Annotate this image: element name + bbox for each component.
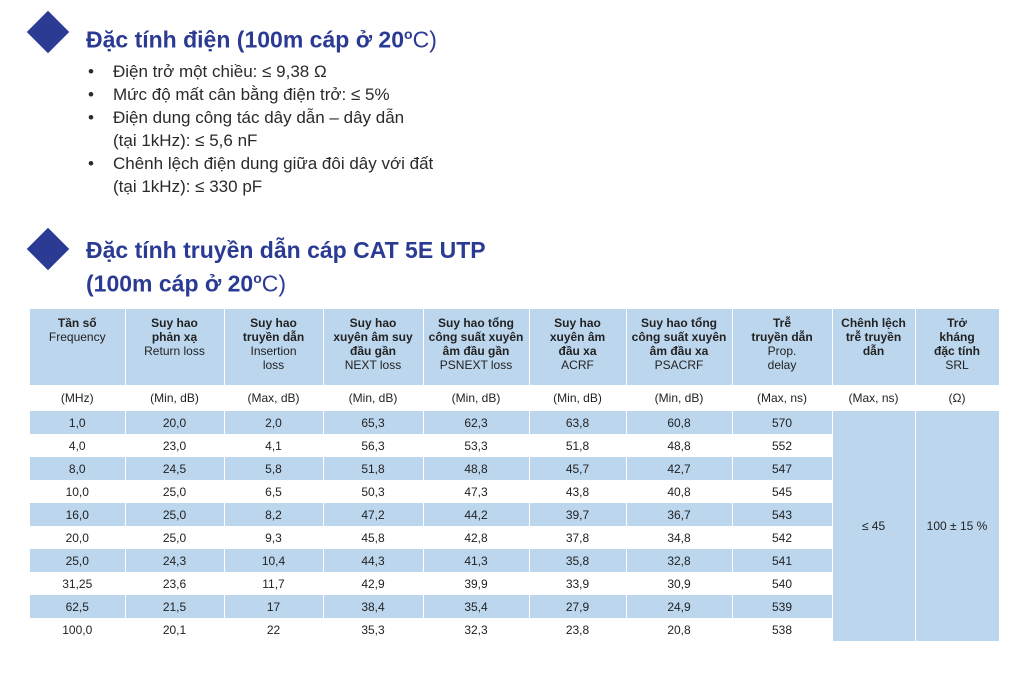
column-header-title: đầu xa	[558, 344, 597, 358]
table-cell: 31,25	[30, 572, 125, 595]
table-row	[30, 411, 999, 434]
table-cell: 10,0	[30, 480, 125, 503]
table-cell: 39,9	[423, 572, 529, 595]
table-cell: 36,7	[626, 503, 732, 526]
table-cell: 16,0	[30, 503, 125, 526]
unit-cell: (Min, dB)	[125, 385, 224, 411]
column-header-subtitle: Insertion	[250, 344, 297, 358]
column-header-subtitle: SRL	[945, 358, 969, 372]
column-header-title: âm đầu gần	[442, 344, 510, 358]
table-cell: 20,0	[125, 411, 224, 434]
delay-skew-cell: ≤ 45	[832, 411, 915, 641]
table-cell: 48,8	[423, 457, 529, 480]
table-cell: 63,8	[529, 411, 626, 434]
column-header-title: truyền dẫn	[242, 330, 305, 344]
list-item-text: Chênh lệch điện dung giữa đôi dây với đất	[113, 154, 434, 173]
list-item-text: (tại 1kHz): ≤ 5,6 nF	[113, 131, 258, 150]
transmission-spec-table	[30, 309, 1000, 641]
column-header-subtitle: Prop.	[767, 344, 797, 358]
electrical-properties-list	[88, 60, 433, 198]
column-header-title: truyền dẫn	[751, 330, 813, 344]
column-header-subtitle: PSNEXT loss	[439, 358, 513, 372]
table-cell: 45,8	[323, 526, 423, 549]
table-cell: 50,3	[323, 480, 423, 503]
unit-cell: (Min, dB)	[626, 385, 732, 411]
table-cell: 56,3	[323, 434, 423, 457]
table-cell: 1,0	[30, 411, 125, 434]
bullet-dot: •	[88, 154, 94, 173]
table-cell: 22	[224, 618, 323, 641]
column-header-subtitle: ACRF	[561, 358, 594, 372]
table-cell: 37,8	[529, 526, 626, 549]
table-cell: 30,9	[626, 572, 732, 595]
table-cell: 25,0	[125, 480, 224, 503]
table-cell: 8,0	[30, 457, 125, 480]
table-cell: 35,3	[323, 618, 423, 641]
unit-cell: (Min, dB)	[323, 385, 423, 411]
column-header	[529, 309, 626, 385]
column-header	[125, 309, 224, 385]
table-cell: 45,7	[529, 457, 626, 480]
table-cell: 44,3	[323, 549, 423, 572]
table-cell: 47,2	[323, 503, 423, 526]
column-header-subtitle: Frequency	[48, 330, 106, 344]
table-cell: 39,7	[529, 503, 626, 526]
table-cell: 44,2	[423, 503, 529, 526]
table-cell: 541	[732, 549, 832, 572]
bullet-dot: •	[88, 108, 94, 127]
unit-cell: (Max, ns)	[732, 385, 832, 411]
column-header	[626, 309, 732, 385]
section-bullet-diamond-1	[27, 11, 69, 53]
column-header-title: công suất xuyên	[428, 330, 524, 344]
table-cell: 62,3	[423, 411, 529, 434]
impedance-cell: 100 ± 15 %	[915, 411, 999, 641]
unit-cell: (Min, dB)	[529, 385, 626, 411]
table-cell: 11,7	[224, 572, 323, 595]
table-cell: 8,2	[224, 503, 323, 526]
unit-cell: (Min, dB)	[423, 385, 529, 411]
column-header-title: đầu gần	[349, 344, 396, 358]
table-cell: 47,3	[423, 480, 529, 503]
table-cell: 23,6	[125, 572, 224, 595]
column-header	[423, 309, 529, 385]
column-header-title: Trở	[947, 316, 967, 330]
table-cell: 20,0	[30, 526, 125, 549]
unit-cell: (MHz)	[30, 385, 125, 411]
table-cell: 32,3	[423, 618, 529, 641]
table-cell: 27,9	[529, 595, 626, 618]
table-cell: 538	[732, 618, 832, 641]
table-cell: 40,8	[626, 480, 732, 503]
list-item-text: Điện dung công tác dây dẫn – dây dẫn	[113, 108, 405, 127]
column-header-title: Suy hao	[349, 316, 397, 330]
section-title-transmission: Đặc tính truyền dẫn cáp CAT 5E UTP (100m cáp ở 20$^o$C)	[86, 237, 486, 297]
table-cell: 42,7	[626, 457, 732, 480]
table-cell: 20,8	[626, 618, 732, 641]
table-cell: 547	[732, 457, 832, 480]
column-header	[224, 309, 323, 385]
list-item-text: Điện trở một chiều: ≤ 9,38 Ω	[113, 62, 327, 81]
column-header-title: xuyên âm suy	[333, 330, 413, 344]
table-cell: 545	[732, 480, 832, 503]
table-cell: 539	[732, 595, 832, 618]
column-header	[915, 309, 999, 385]
column-header-title: Tần số	[57, 316, 97, 330]
column-header-title: Suy hao tổng	[438, 316, 514, 330]
column-header	[732, 309, 832, 385]
column-header-title: trễ truyền	[845, 330, 902, 344]
table-cell: 24,9	[626, 595, 732, 618]
table-cell: 6,5	[224, 480, 323, 503]
table-cell: 65,3	[323, 411, 423, 434]
column-header-subtitle: delay	[767, 358, 797, 372]
column-header	[323, 309, 423, 385]
column-header-subtitle: NEXT loss	[344, 358, 402, 372]
table-units-row	[30, 385, 999, 411]
column-header-title: phản xạ	[151, 330, 198, 344]
table-cell: 5,8	[224, 457, 323, 480]
list-item	[88, 83, 433, 106]
table-cell: 25,0	[125, 526, 224, 549]
column-header-title: Chênh lệch	[841, 316, 906, 330]
unit-cell: (Max, ns)	[832, 385, 915, 411]
column-header-subtitle: PSACRF	[654, 358, 704, 372]
table-cell: 48,8	[626, 434, 732, 457]
list-item	[88, 152, 433, 198]
unit-cell: (Max, dB)	[224, 385, 323, 411]
table-cell: 25,0	[30, 549, 125, 572]
table-cell: 62,5	[30, 595, 125, 618]
table-cell: 2,0	[224, 411, 323, 434]
table-cell: 32,8	[626, 549, 732, 572]
table-cell: 542	[732, 526, 832, 549]
table-cell: 24,3	[125, 549, 224, 572]
table-cell: 100,0	[30, 618, 125, 641]
table-cell: 20,1	[125, 618, 224, 641]
table-cell: 42,9	[323, 572, 423, 595]
table-cell: 38,4	[323, 595, 423, 618]
column-header-title: dẫn	[862, 344, 885, 358]
column-header-title: Trễ	[772, 316, 791, 330]
table-cell: 23,8	[529, 618, 626, 641]
table-cell: 23,0	[125, 434, 224, 457]
list-item-text: (tại 1kHz): ≤ 330 pF	[113, 177, 263, 196]
column-header-title: Suy hao	[250, 316, 297, 330]
column-header-title: công suất xuyên	[631, 330, 727, 344]
bullet-dot: •	[88, 85, 94, 104]
section-title-electrical: Đặc tính điện (100m cáp ở 20$^o$C)	[86, 26, 437, 53]
table-cell: 10,4	[224, 549, 323, 572]
column-header	[30, 309, 125, 385]
table-cell: 17	[224, 595, 323, 618]
table-cell: 35,8	[529, 549, 626, 572]
table-cell: 43,8	[529, 480, 626, 503]
table-cell: 9,3	[224, 526, 323, 549]
column-header-title: Suy hao	[554, 316, 601, 330]
column-header	[832, 309, 915, 385]
column-header-title: âm đầu xa	[649, 344, 709, 358]
column-header-title: đặc tính	[933, 344, 980, 358]
table-cell: 35,4	[423, 595, 529, 618]
table-cell: 540	[732, 572, 832, 595]
list-item	[88, 60, 433, 83]
column-header-title: Suy hao tổng	[641, 316, 717, 330]
list-item	[88, 106, 433, 152]
bullet-dot: •	[88, 62, 94, 81]
table-cell: 51,8	[529, 434, 626, 457]
table-cell: 60,8	[626, 411, 732, 434]
table-cell: 570	[732, 411, 832, 434]
table-cell: 53,3	[423, 434, 529, 457]
table-cell: 552	[732, 434, 832, 457]
table-cell: 24,5	[125, 457, 224, 480]
table-cell: 21,5	[125, 595, 224, 618]
table-cell: 4,1	[224, 434, 323, 457]
column-header-subtitle: Return loss	[144, 344, 205, 358]
table-cell: 4,0	[30, 434, 125, 457]
table-cell: 543	[732, 503, 832, 526]
column-header-title: kháng	[939, 330, 975, 344]
table-cell: 42,8	[423, 526, 529, 549]
unit-cell: (Ω)	[915, 385, 999, 411]
column-header-title: Suy hao	[151, 316, 198, 330]
table-cell: 41,3	[423, 549, 529, 572]
table-header-row	[30, 309, 999, 385]
table-cell: 33,9	[529, 572, 626, 595]
table-cell: 34,8	[626, 526, 732, 549]
column-header-title: xuyên âm	[549, 330, 606, 344]
list-item-text: Mức độ mất cân bằng điện trở: ≤ 5%	[113, 85, 390, 104]
table-cell: 51,8	[323, 457, 423, 480]
column-header-subtitle: loss	[262, 358, 285, 372]
section-bullet-diamond-2	[27, 228, 69, 270]
table-cell: 25,0	[125, 503, 224, 526]
